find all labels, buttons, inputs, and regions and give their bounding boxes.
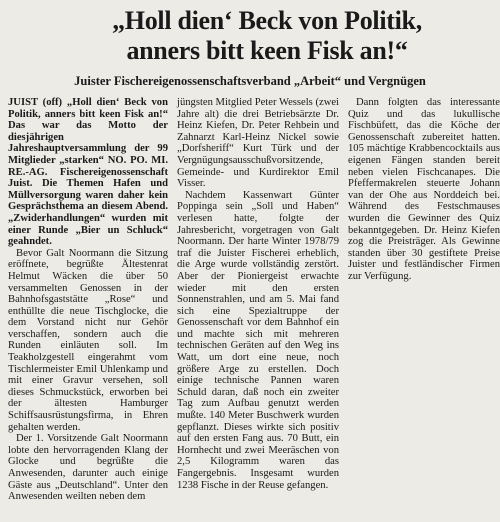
headline: [8, 6, 492, 66]
column-3: [348, 97, 500, 283]
headline-line-2: anners bitt keen Fisk an!“: [126, 36, 408, 65]
paragraph: Nachdem Kassenwart Günter Poppinga sein „Soll und Haben“ verlesen hatte, folgte der Jahresbericht, vorgetragen von Galt Noormann. Der harte Winter 1978/79 traf die Juister Fischerei erheblich, die Arge wurde vollständig zerstört. Aber der Pioniergeist erwachte wieder mit den ersten Sonnenstrahlen, und am 5. Mai fand sich eine Spezialtruppe der Genossenschaft vor dem Bahnhof ein und machte sich mit mehreren technischen Geräten auf den Weg ins Watt, um dort eine neue, noch größere Arge zu erstellen. Doch einige technische Pannen waren Schuld daran, daß noch ein zweiter Tag zum Aufbau genutzt werden mußte. 140 Meter Buschwerk wurden gepflanzt. Dieses wirkte sich positiv auf den ersten Fang aus. 70 Butt, ein Hornhecht und zwei Meeräschen von 2,5 Kilogramm waren das Fangergebnis. Insgesamt wurden 1238 Fische in der Reuse gefangen.: [177, 189, 339, 491]
paragraph: Bevor Galt Noormann die Sitzung eröffnete, begrüßte Ältestenrat Helmut Wäcken die über 50 versammelten Genossen in der Bahnhofsgaststätte „Rose“ und enthüllte die neue Tischglocke, die dem Vorstand nicht nur Gehör verschaffen, sondern auch die Runden einläuten soll. Im Teakholzgestell eingerahmt vom Tischlermeister Emil Uhlenkamp und mit einer Gravur versehen, soll dieses Schmuckstück, erworben bei der ältesten Hamburger Schiffsausrüstungsfirma, in Ehren gehalten werden.: [8, 247, 168, 433]
headline-line-1: „Holl dien‘ Beck von Politik,: [112, 6, 422, 35]
paragraph: jüngsten Mitglied Peter Wessels (zwei Jahre alt) die drei Betriebsärzte Dr. Heinz Kiefen, Dr. Peter Rehbein und Zahnarzt Karl-Heinz Nickel sowie „Dorfsheriff“ Kurt Türk und der Vergnügungsausschußvorsitzende, Gemeinde- und Kurdirektor Emil Visser.: [177, 97, 339, 190]
column-1: [8, 97, 168, 503]
article-body: [8, 97, 500, 503]
lead-paragraph: JUIST (off) „Holl dien‘ Beck von Politik, anners bitt keen Fisk an!“ Das war das Motto der diesjährigen Jahreshauptversammlung der 99 Mitglieder „starken“ NO. PO. MI. RE.-AG. Fischereigenossenschaft Juist. Die Themen Hafen und Müllversorgung waren daher kein Gesprächsthema an diesem Abend. „Zwiderhandlungen“ wurden mit einer Runde „Bier un Schluck“ geahndet.: [8, 97, 168, 248]
paragraph: Der 1. Vorsitzende Galt Noormann lobte den hervorragenden Klang der Glocke und begrüßte die Anwesenden, darunter auch einige Gäste aus „Deutschland“. Unter den Anwesenden weilten neben dem: [8, 433, 168, 503]
paragraph: Dann folgten das interessante Quiz und das lukullische Fischbüfett, das die Köche der Genossenschaft zubereitet hatten. 105 mächtige Krabbencocktails aus eigenen Fängen standen bereit neben vielen Fischcanapes. Die Pfeffermakrelen steuerte Johann van der Ohe aus Norddeich bei. Während des Festschmauses wurden die Gewinner des Quiz bekanntgegeben. Dr. Heinz Kiefen zog die Preisträger. Als Gewinne standen über 30 gestiftete Preise Juister und festländischer Firmen zur Verfügung.: [348, 97, 500, 282]
column-2: [177, 97, 339, 491]
subheadline: Juister Fischereigenossenschaftsverband „Arbeit“ und Vergnügen: [74, 74, 426, 88]
